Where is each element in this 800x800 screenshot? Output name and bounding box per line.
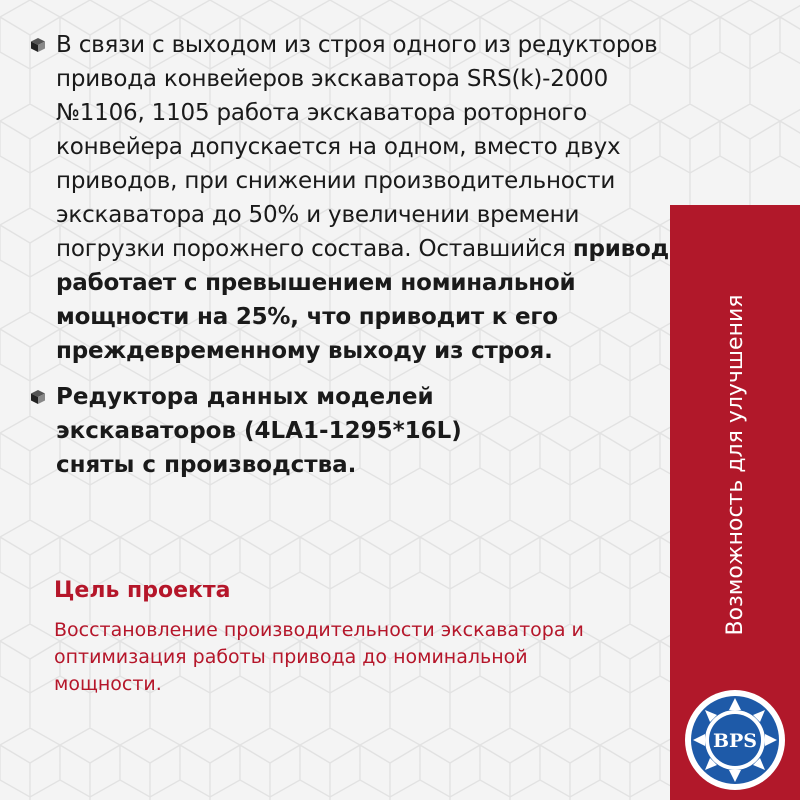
bullet-text-bold: Редуктора данных моделей экскаваторов (4LA1-1295*16L) сняты с производства. — [56, 384, 462, 478]
goal-text: Восстановление производительности экскаватора и оптимизация работы привода до номинальной мощности. — [54, 619, 584, 695]
bullet-text — [56, 28, 670, 368]
bps-gear-logo — [683, 688, 787, 792]
side-panel-label: Возможность для улучшения — [723, 294, 748, 636]
logo-text: BPS — [712, 730, 758, 752]
bullet-item — [30, 28, 670, 368]
cube-bullet-icon — [30, 37, 46, 53]
main-content — [30, 28, 670, 482]
bullet-item — [30, 380, 670, 482]
bullet-text-regular: В связи с выходом из строя одного из редукторов привода конвейеров экскаватора SRS(k)-2000 №1106, 1105 работа экскаватора роторного конвейера допускается на одном, вместо двух приводов, при снижении производительности экскаватора до 50% и увеличении времени погрузки порожнего состава. Оставшийся — [56, 32, 658, 262]
side-panel — [670, 205, 800, 800]
cube-bullet-icon — [30, 389, 46, 405]
bullet-text-bold: привод работает с превышением номинальной мощности на 25%, что приводит к его преждевременному выходу из строя. — [56, 236, 670, 364]
goal-title: Цель проекта — [54, 578, 231, 603]
project-goal — [54, 575, 634, 698]
